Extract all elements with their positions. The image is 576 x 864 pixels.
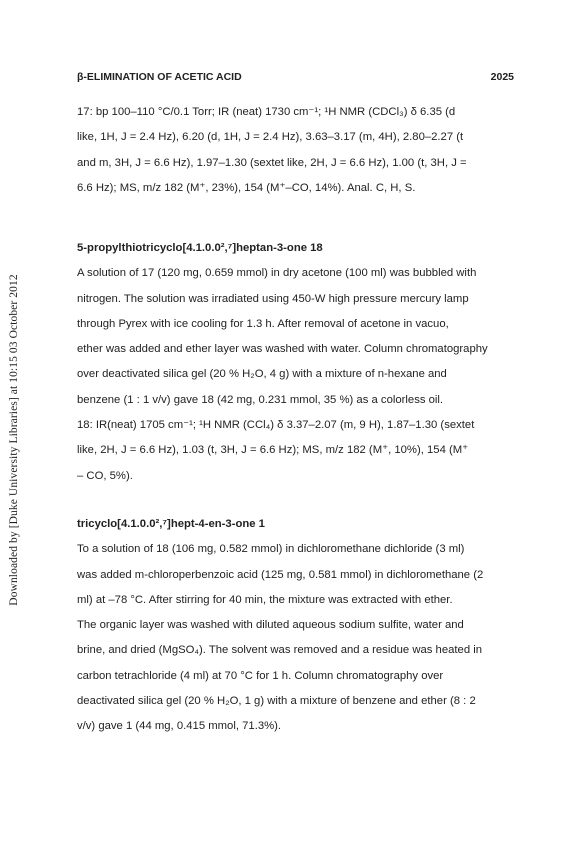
- section-heading: tricyclo[4.1.0.0²,⁷]hept-4-en-3-one 1: [77, 518, 265, 530]
- text-line: like, 2H, J = 6.6 Hz), 1.03 (t, 3H, J = 6.6 Hz); MS, m/z 182 (M⁺, 10%), 154 (M⁺: [77, 444, 469, 457]
- text-line: 18: IR(neat) 1705 cm⁻¹; ¹H NMR (CCl₄) δ 3.37–2.07 (m, 9 H), 1.87–1.30 (sextet: [77, 419, 475, 432]
- compound-17-data: [77, 100, 520, 201]
- download-watermark: [2, 255, 26, 625]
- running-header: [77, 71, 514, 87]
- text-line: brine, and dried (MgSO₄). The solvent was removed and a residue was heated in: [77, 644, 483, 657]
- compound-1-section: [77, 512, 520, 740]
- text-line: To a solution of 18 (106 mg, 0.582 mmol) in dichloromethane dichloride (3 ml): [77, 543, 465, 556]
- text-line: nitrogen. The solution was irradiated using 450-W high pressure mercury lamp: [77, 292, 469, 305]
- text-line: The organic layer was washed with diluted aqueous sodium sulfite, water and: [77, 619, 464, 632]
- text-line: like, 1H, J = 2.4 Hz), 6.20 (d, 1H, J = 2.4 Hz), 3.63–3.17 (m, 4H), 2.80–2.27 (t: [77, 131, 464, 144]
- download-watermark-text: Downloaded by [Duke University Libraries] at 10:15 03 October 2012: [8, 274, 20, 606]
- text-line: deactivated silica gel (20 % H₂O, 1 g) with a mixture of benzene and ether (8 : 2: [77, 695, 476, 708]
- text-line: over deactivated silica gel (20 % H₂O, 4 g) with a mixture of n-hexane and: [77, 368, 447, 381]
- text-line: was added m-chloroperbenzoic acid (125 mg, 0.581 mmol) in dichloromethane (2: [77, 568, 484, 581]
- text-line: carbon tetrachloride (4 ml) at 70 °C for 1 h. Column chromatography over: [77, 669, 444, 682]
- text-line: through Pyrex with ice cooling for 1.3 h. After removal of acetone in vacuo,: [77, 317, 449, 330]
- text-line: A solution of 17 (120 mg, 0.659 mmol) in dry acetone (100 ml) was bubbled with: [77, 267, 477, 280]
- text-line: benzene (1 : 1 v/v) gave 18 (42 mg, 0.231 mmol, 35 %) as a colorless oil.: [77, 393, 444, 406]
- text-line: v/v) gave 1 (44 mg, 0.415 mmol, 71.3%).: [77, 720, 282, 733]
- text-line: 6.6 Hz); MS, m/z 182 (M⁺, 23%), 154 (M⁺–CO, 14%). Anal. C, H, S.: [77, 181, 416, 194]
- text-line: ether was added and ether layer was washed with water. Column chromatography: [77, 343, 488, 356]
- section-heading: 5-propylthiotricyclo[4.1.0.0²,⁷]heptan-3-one 18: [77, 242, 323, 254]
- text-line: – CO, 5%).: [77, 469, 133, 482]
- text-line: and m, 3H, J = 6.6 Hz), 1.97–1.30 (sextet like, 2H, J = 6.6 Hz), 1.00 (t, 3H, J =: [77, 156, 467, 169]
- text-line: ml) at –78 °C. After stirring for 40 min, the mixture was extracted with ether.: [77, 593, 453, 606]
- running-head-title: β-ELIMINATION OF ACETIC ACID: [77, 71, 242, 83]
- compound-18-section: [77, 236, 520, 489]
- text-line: 17: bp 100–110 °C/0.1 Torr; IR (neat) 1730 cm⁻¹; ¹H NMR (CDCl₃) δ 6.35 (d: [77, 106, 456, 118]
- page-number: 2025: [490, 71, 514, 83]
